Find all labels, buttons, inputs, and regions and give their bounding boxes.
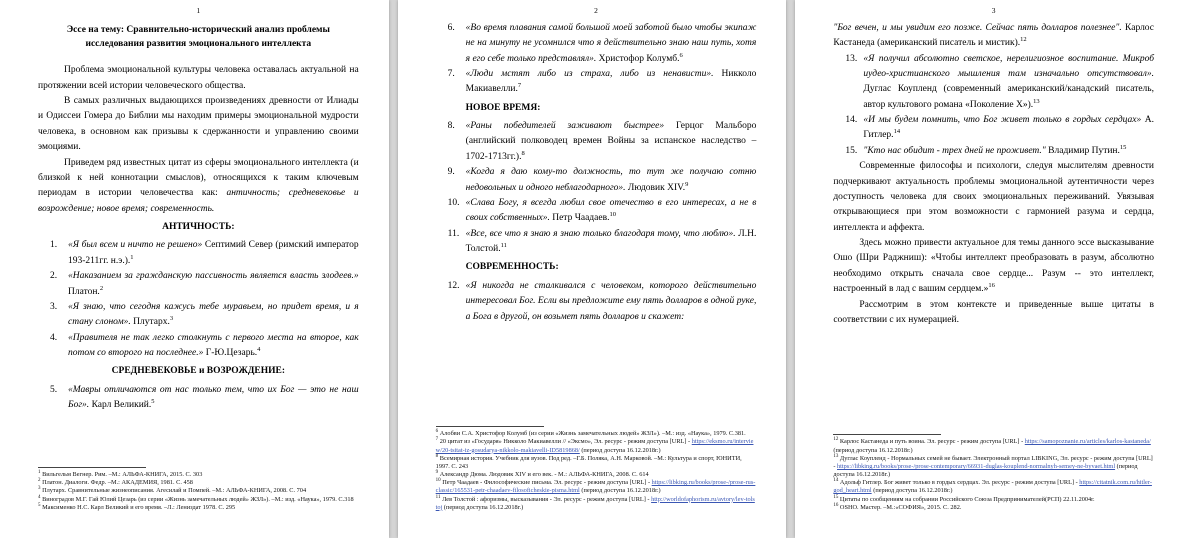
quote-text: «Во время плавания самой большой моей заботой было чтобы экипаж не на минуту не усомнился что я действительно знаю наш путь, хотя я его себе только представлял». — [465, 22, 757, 64]
quote-item — [448, 279, 757, 325]
quote-text: «Мавры отличаются от нас только тем, что их Бог — это не наш Бог». — [68, 384, 359, 411]
quote-body — [863, 144, 1154, 159]
quote-text: «Люди мстят либо из страха, либо из ненависти». — [465, 68, 714, 79]
quote-attribution: Никколо Макиавелли. — [465, 68, 757, 95]
footnotes-page-1 — [38, 467, 359, 512]
footnote-ref: 6 — [679, 51, 683, 59]
quote-attribution: Карл Великий. — [89, 400, 152, 411]
quote-body — [466, 119, 757, 165]
footnote-text: Плутарх. Сравнительные жизнеописания. Агесилай и Помпей. –М.: АЛЬФА-КНИГА, 2008. С. 704 — [40, 487, 307, 495]
footnote — [436, 455, 757, 471]
paragraph: Проблема эмоциональной культуры человека оставалась актуальной на протяжении всей истории человеческого общества. — [38, 65, 359, 91]
footnote-text: (период доступа 16.12.2018г.) — [442, 503, 524, 511]
quote-body — [466, 165, 757, 196]
footnote-number: 15 — [833, 494, 839, 500]
footnote-link[interactable]: https://libking.ru/books/prose-/prose-rus-classic/165531-petr-chaadaev-filosoficheskie-pisma.html — [435, 479, 756, 495]
footnote-ref: 15 — [1119, 143, 1127, 151]
footnote-number: 1 — [38, 470, 41, 476]
quote-body — [68, 238, 359, 269]
footnote-text: Алобви С.А. Христофор Колумб (из серии «Жизнь замечательных людей» ЖЗЛ»). –М.: изд. «Наука», 1979. С.381. — [438, 430, 746, 438]
footnote-number: 2 — [38, 478, 41, 484]
page-number: 2 — [594, 6, 598, 15]
page-1 — [0, 0, 389, 538]
quote-item — [845, 144, 1154, 159]
quote-number: 1. — [50, 240, 58, 251]
quote-text: «Я никогда не сталкивался с человеком, которого действительно интересовал Бог. Если вы предложите ему пять долларов в одной руке, а Бога в другой, он возьмет пять долларов и скажет: — [465, 280, 757, 322]
quote-body — [466, 67, 757, 98]
quote-body — [466, 227, 757, 258]
footnote — [436, 438, 757, 454]
footnote — [38, 504, 359, 512]
quote-number: 10. — [447, 197, 460, 208]
footnote — [436, 496, 757, 512]
paragraph — [38, 156, 359, 218]
footnote-ref: 13 — [1033, 97, 1040, 105]
quote-attribution: Дуглас Коупленд (современный американский/канадский писатель, автор культового романа «Поколение Х»). — [863, 84, 1155, 110]
footnote-number: 16 — [833, 502, 839, 508]
footnote-number: 5 — [38, 502, 41, 508]
footnote — [436, 479, 757, 495]
quote-number: 7. — [447, 68, 455, 79]
quote-body — [863, 52, 1154, 114]
footnote-text: Виноградов М.Г. Гай Юлий Цезарь (из серии «Жизнь замечательных людей» ЖЗЛ»). –М.: изд. «Наука», 1979. С.318 — [40, 495, 354, 503]
footnote-ref: 12 — [1020, 35, 1027, 43]
quote-text: "Кто нас обидит - трех дней не проживет." — [863, 145, 1046, 156]
quote-item — [448, 67, 757, 98]
quote-text: «Я был всем и ничто не решено» — [68, 240, 203, 251]
quote-body — [466, 196, 757, 227]
quote-list-modern — [436, 279, 757, 325]
footnote-text: Платон. Диалоги. Федр. –М.: АКАДЕМИЯ, 1981. С. 458 — [40, 479, 193, 487]
footnote-link[interactable]: https://samopoznanie.ru/articles/karlos-kastaneda/ — [1024, 438, 1151, 446]
quote-text: «Я получил абсолютно светское, нерелигиозное воспитание. Микроб иудео-христианского мышления там изначально отсутствовал». — [863, 53, 1155, 79]
footnote-text: (период доступа 16.12.2018г.) — [579, 446, 661, 454]
quote-attribution: А. Гитлер. — [863, 115, 1155, 141]
footnote-ref: 10 — [609, 211, 616, 219]
quote-item — [50, 383, 359, 414]
quote-body — [68, 331, 359, 362]
footnote-link[interactable]: http://worldofaphorism.ru/avtory/lev-tolstoj — [435, 495, 755, 511]
quote-item — [448, 165, 757, 196]
footnote-text: Цитаты по сообщениям на собрании Российского Союза Предпринимателей(РСП) 22.11.2004г. — [838, 495, 1095, 503]
footnote-link[interactable]: https://eksmo.ru/interview/20-tsitat-iz-gosudarya-nikkolo-makiavelli-ID5819868/ — [435, 438, 754, 454]
quote-item — [50, 269, 359, 300]
footnote-text: Адольф Гитлер. Бог живет только в гордых сердцах. Эл. ресурс - режим доступа [URL] - — [838, 479, 1080, 487]
quote-text: «Раны победителей заживают быстрее» — [465, 121, 665, 131]
footnote-number: 12 — [833, 437, 839, 443]
footnote-text: OSHO. Мастер. –М.:«СОФИЯ», 2015. С. 282. — [838, 503, 962, 511]
quote-body — [68, 383, 359, 414]
quote-continuation — [833, 21, 1154, 52]
footnote-ref: 4 — [257, 345, 261, 353]
quote-attribution: Плутарх. — [130, 317, 170, 328]
quote-item — [448, 227, 757, 258]
footnote-number: 13 — [833, 453, 839, 459]
footnote-text: 20 цитат из «Государя» Никколо Макиавелли // «Эксмо», Эл. ресурс - режим доступа [URL] - — [438, 438, 692, 446]
section-heading-new-time: НОВОЕ ВРЕМЯ: — [465, 102, 541, 113]
quote-body — [466, 21, 757, 67]
page-number: 1 — [196, 6, 201, 15]
footnote-ref: 9 — [685, 180, 689, 188]
footnote-text: Всемирная история. Учебник для вузов. Под ред. –Г.Б. Поляка, А.Н. Марковой. –М.: Культура и спорт, ЮНИТИ, 1997. С. 243 — [435, 454, 742, 470]
paragraph: В самых различных выдающихся произведениях древности от Илиады и Одиссеи Гомера до Библии мы находим примеры эмоциональной мудрости человека, в основном как призывы к сдержанности и управлению своими эмоциями. — [38, 96, 359, 153]
footnote-number: 3 — [38, 486, 41, 492]
quote-number: 13. — [845, 53, 858, 64]
quote-item — [845, 113, 1154, 144]
footnote-text: Лев Толстой : афоризмы, высказывания - Эл. ресурс - режим доступа [URL] - — [440, 495, 652, 503]
footnote — [833, 455, 1154, 480]
quote-number: 6. — [447, 22, 455, 33]
quote-attribution: Владимир Путин. — [1045, 145, 1120, 156]
quote-item — [448, 196, 757, 227]
paragraph-text-italic: античность; средневековье и возрождение; новое время; современность. — [38, 188, 359, 214]
quote-text: «Правителя не так легко столкнуть с первого места на второе, как потом со второго на последнее.» — [68, 332, 359, 358]
quote-item — [50, 238, 359, 269]
footnote-text: Петр Чаадаев - Философические письма. Эл. ресурс - режим доступа [URL] - — [440, 479, 652, 487]
quote-item — [50, 300, 359, 331]
footnote-ref: 16 — [988, 281, 995, 289]
footnote-ref: 8 — [521, 149, 525, 157]
quote-number: 11. — [447, 228, 460, 239]
footnote-ref: 7 — [517, 82, 522, 90]
footnote-text: Карлос Кастанеда и путь воина. Эл. ресурс - режим доступа [URL] - — [838, 438, 1025, 446]
quote-body — [466, 279, 757, 325]
footnote-number: 14 — [833, 478, 839, 484]
footnote — [833, 496, 1154, 504]
page-3 — [795, 0, 1184, 538]
page-number: 3 — [991, 6, 996, 15]
quote-attribution: Платон. — [68, 286, 100, 297]
quote-item — [50, 331, 359, 362]
footnote-link[interactable]: https://citatnik.com.ru/hitler-god_heart.html — [833, 479, 1152, 495]
footnotes-page-2 — [436, 426, 757, 512]
quote-number: 12. — [447, 280, 460, 291]
paragraph-text: Приведем ряд известных цитат из сферы эмоционального интеллекта (и близкой к ней коннотации смыслов), относящихся к таким ключевым периодам в истории человечества как: — [38, 157, 359, 199]
quote-body — [68, 300, 359, 331]
footnote-ref: 11 — [500, 241, 507, 249]
section-heading-antiquity: АНТИЧНОСТЬ: — [162, 222, 235, 232]
quote-attribution: Карлос Кастанеда (американский писатель и мистик). — [833, 22, 1155, 49]
quote-text: «Я знаю, что сегодня кажусь тебе муравьем, но придет время, и я стану слоном». — [68, 301, 359, 328]
quote-attribution: Петр Чаадаев. — [549, 213, 610, 224]
quote-list-modern-continued — [833, 52, 1154, 160]
quote-body — [863, 113, 1154, 144]
quote-number: 5. — [50, 384, 58, 395]
quote-attribution: Л.Н. Толстой. — [465, 228, 757, 254]
quote-text: «И мы будем помнить, что Бог живет только в гордых сердцах» — [863, 115, 1142, 125]
quote-text: "Бог вечен, и мы увидим его позже. Сейчас пять долларов полезнее". — [833, 22, 1122, 33]
quote-number: 8. — [447, 121, 455, 131]
quote-item — [448, 21, 757, 67]
section-heading-modern: СОВРЕМЕННОСТЬ: — [465, 262, 559, 273]
page-2 — [398, 0, 787, 538]
footnote-ref: 14 — [893, 128, 901, 136]
quote-number: 2. — [50, 271, 58, 282]
paragraph: Рассмотрим в этом контексте и приведенные выше цитаты в соответствии с их нумерацией. — [833, 299, 1155, 325]
quote-text: «Когда я даю кому-то должность, то тут же получаю сотню недовольных и одного неблагодарного». — [465, 167, 757, 193]
paragraph-text: Здесь можно привести актуальное для темы данного эссе высказывание Ошо (Шри Раджниш): «Чтобы интеллект преобразовать в разум, абсолютно необходимо открыть сначала свое сердце... Разум -- это интеллект, настроенный в лад с вашим сердцем.» — [833, 238, 1155, 295]
footnote-link[interactable]: https://libking.ru/books/prose-/prose-contemporary/66931-duglas-kouplend-normalnyh-semey-ne-byvaet.html — [837, 462, 1116, 470]
quote-list-antiquity — [38, 238, 359, 361]
quote-attribution: Септимий Север (римский император 193-211гг. н.э.). — [68, 240, 359, 266]
quote-item — [845, 52, 1154, 114]
quote-text: «Все, все что я знаю я знаю только благодаря тому, что люблю». — [465, 228, 736, 239]
footnote-number: 9 — [435, 470, 439, 476]
footnote — [833, 504, 1154, 512]
quote-body — [68, 269, 359, 300]
footnote-number: 4 — [38, 494, 41, 500]
quote-list-medieval — [38, 383, 359, 414]
footnote-text: Александр Дюма. Людовик XIV и его век. - М.: АЛЬФА-КНИГА, 2008. С. 614 — [438, 471, 649, 479]
essay-title: Эссе на тему: Сравнительно-исторический анализ проблемы исследования развития эмоционального интеллекта — [66, 24, 330, 49]
quote-number: 14. — [845, 115, 858, 125]
quote-text: «Слава Богу, я всегда любил свое отечество в его интересах, а не в своих собственных». — [465, 197, 757, 224]
quote-number: 4. — [50, 332, 58, 343]
footnote — [38, 496, 359, 504]
footnote-text: (период доступа 16.12.2018г.) — [833, 462, 1138, 479]
quote-text: «Наказанием за гражданскую пассивность является власть злодеев.» — [68, 271, 359, 282]
footnote-ref: 5 — [151, 397, 155, 405]
footnote-text: (период доступа 16.12.2018г.) — [579, 487, 661, 495]
footnote-separator — [436, 426, 544, 427]
paragraph — [833, 236, 1154, 298]
quote-list-new-time — [436, 119, 757, 257]
footnote — [833, 479, 1154, 495]
footnote-text: Дуглас Коупленд - Нормальных семей не бывает. Электронный портал LIBKING, Эл. ресурс - режим доступа [URL] - — [833, 454, 1153, 470]
footnote-ref: 2 — [99, 284, 104, 292]
quote-attribution: Людовик XIV. — [625, 182, 686, 193]
footnote — [833, 438, 1154, 454]
quote-attribution: Герцог Мальборо (английский полководец времен Войны за испанское наследство – 1702-1713гг.). — [465, 121, 757, 162]
footnote-ref: 3 — [169, 315, 174, 323]
footnote-number: 7 — [435, 437, 439, 443]
quote-attribution: Г-Ю.Цезарь. — [203, 348, 258, 358]
footnote-separator — [38, 467, 146, 468]
footnote-text: (период доступа 16.12.2018г.) — [871, 487, 953, 495]
footnote-text: Максименко Н.С. Карл Великий и его время. –Л.: Лениздат 1978. С. 295 — [40, 503, 236, 511]
footnote — [38, 487, 359, 495]
footnote-ref: 1 — [130, 253, 134, 261]
section-heading-medieval: СРЕДНЕВЕКОВЬЕ и ВОЗРОЖДЕНИЕ: — [111, 366, 285, 377]
footnote-text: (период доступа 16.12.2018г.) — [833, 446, 913, 454]
footnote-separator — [833, 434, 941, 435]
quote-number: 15. — [845, 145, 858, 156]
footnote-number: 11 — [435, 494, 441, 500]
footnote-number: 8 — [435, 453, 439, 459]
quote-number: 3. — [50, 301, 58, 312]
quote-attribution: Христофор Колумб. — [596, 53, 680, 64]
footnote-number: 6 — [435, 429, 439, 435]
footnote-text: Вильгельм Вегнер. Рим. –М.: АЛЬФА-КНИГА, 2015. С. 303 — [40, 471, 203, 479]
footnotes-page-3 — [833, 434, 1154, 512]
quote-item — [448, 119, 757, 165]
paragraph: Современные философы и психологи, следуя мыслителям древности подчеркивают актуальность проблемы эмоциональной аутентичности через доступность человека для своих эмоциональных переживаний. Увязывая открывающиеся при этом возможности с гармонией разума и сердца, интеллекта и аффекта. — [833, 161, 1155, 233]
quote-number: 9. — [447, 167, 455, 178]
quote-list-continued — [436, 21, 757, 98]
footnote-number: 10 — [435, 478, 441, 484]
